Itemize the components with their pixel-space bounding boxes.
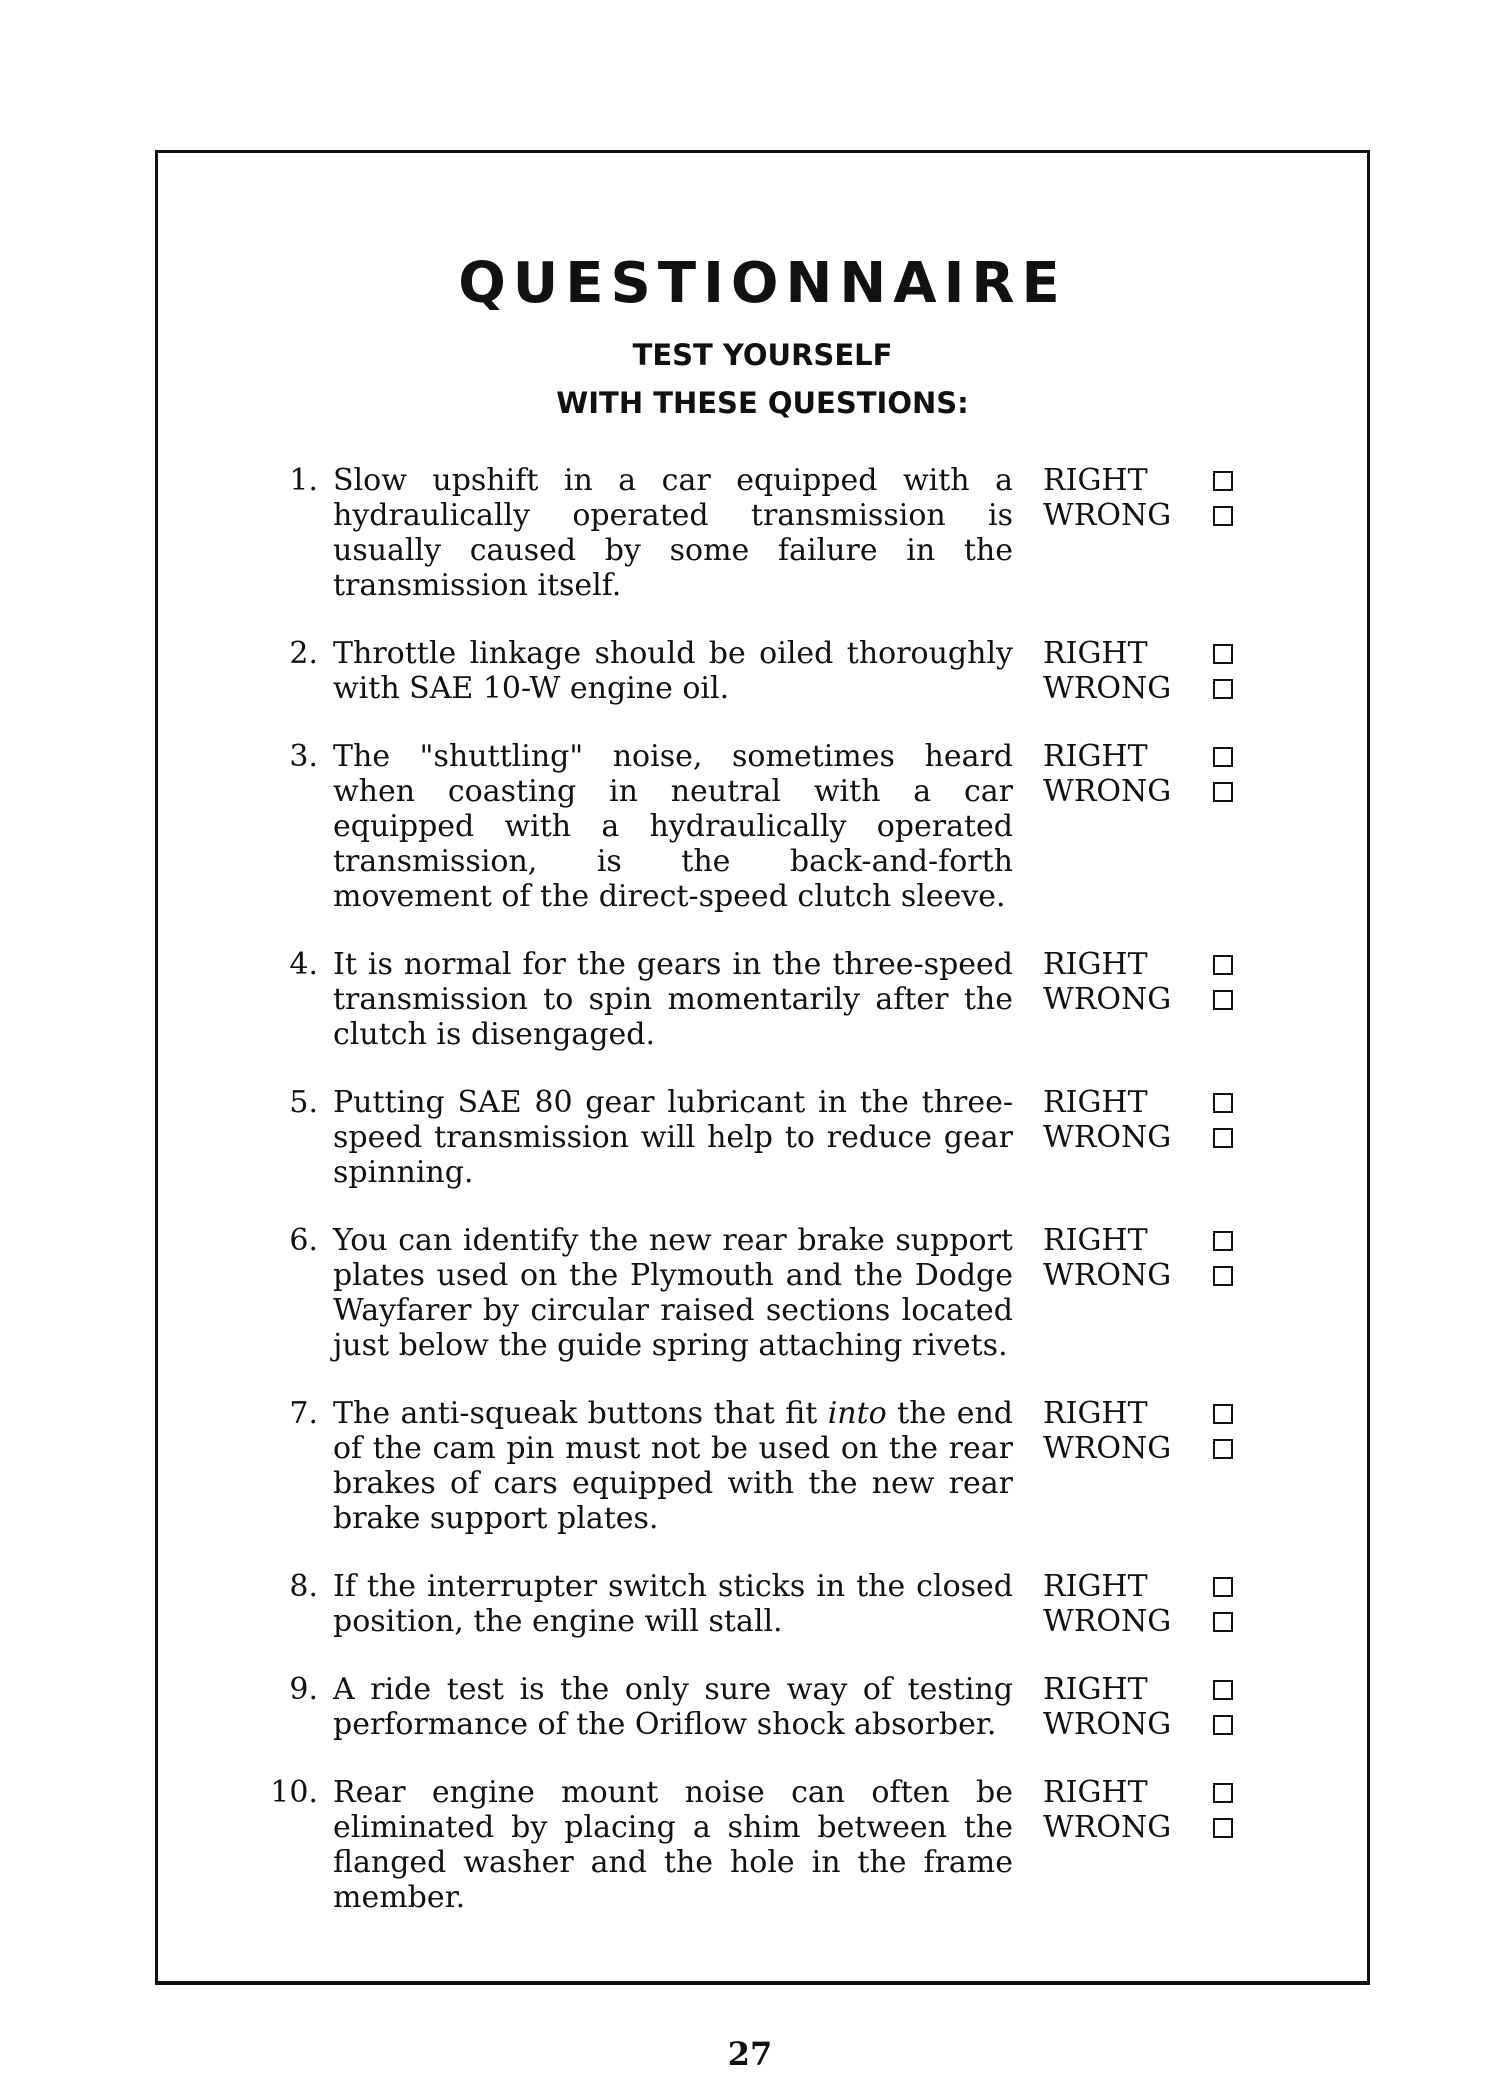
answer-wrong-row: [1043, 1810, 1233, 1845]
answer-wrong-row: [1043, 982, 1233, 1017]
answer-wrong-row: [1043, 1604, 1233, 1639]
questionnaire-frame: [155, 150, 1370, 1985]
question-number: 2.: [289, 636, 318, 671]
question-number: 8.: [289, 1569, 318, 1604]
answer-options: [1043, 739, 1233, 914]
answer-wrong-row: [1043, 1258, 1233, 1293]
question-number: 3.: [289, 739, 318, 774]
question-6: [258, 1223, 1318, 1363]
question-text: Rear engine mount noise can often be eliminated by placing a shim between the flanged washer and the hole in the frame member.: [333, 1775, 1013, 1915]
answer-options: [1043, 1085, 1233, 1190]
question-number: 5.: [289, 1085, 318, 1120]
question-number: 4.: [289, 947, 318, 982]
wrong-label: WRONG: [1043, 1707, 1172, 1742]
answer-right-row: [1043, 1672, 1233, 1707]
wrong-label: WRONG: [1043, 1810, 1172, 1845]
answer-right-row: [1043, 1569, 1233, 1604]
right-checkbox[interactable]: [1213, 1577, 1233, 1597]
question-1: [258, 463, 1318, 603]
subtitle-line-2: WITH THESE QUESTIONS:: [556, 386, 969, 420]
question-text: It is normal for the gears in the three-speed transmission to spin momentarily after the clutch is disengaged.: [333, 947, 1013, 1052]
answer-right-row: [1043, 1396, 1233, 1431]
question-number: 9.: [289, 1672, 318, 1707]
wrong-label: WRONG: [1043, 1604, 1172, 1639]
question-5: [258, 1085, 1318, 1190]
wrong-label: WRONG: [1043, 1258, 1172, 1293]
answer-options: [1043, 1775, 1233, 1915]
subtitle: [158, 331, 1367, 427]
answer-wrong-row: [1043, 671, 1233, 706]
right-checkbox[interactable]: [1213, 1680, 1233, 1700]
question-number: 10.: [270, 1775, 318, 1810]
answer-wrong-row: [1043, 1707, 1233, 1742]
answer-options: [1043, 463, 1233, 603]
answer-right-row: [1043, 739, 1233, 774]
right-label: RIGHT: [1043, 739, 1148, 774]
right-label: RIGHT: [1043, 1672, 1148, 1707]
answer-wrong-row: [1043, 774, 1233, 809]
answer-right-row: [1043, 1085, 1233, 1120]
wrong-checkbox[interactable]: [1213, 1715, 1233, 1735]
right-checkbox[interactable]: [1213, 1783, 1233, 1803]
answer-options: [1043, 947, 1233, 1052]
question-text: Putting SAE 80 gear lubricant in the three-speed transmission will help to reduce gear spinning.: [333, 1085, 1013, 1190]
right-label: RIGHT: [1043, 1085, 1148, 1120]
right-label: RIGHT: [1043, 1775, 1148, 1810]
right-label: RIGHT: [1043, 1396, 1148, 1431]
question-text: The "shuttling" noise, sometimes heard when coasting in neutral with a car equipped with a hydraulically operated transmission, is the back-and-forth movement of the direct-speed clutch sleeve.: [333, 739, 1013, 914]
wrong-label: WRONG: [1043, 671, 1172, 706]
question-3: [258, 739, 1318, 914]
right-checkbox[interactable]: [1213, 747, 1233, 767]
answer-right-row: [1043, 1775, 1233, 1810]
answer-options: [1043, 1396, 1233, 1536]
wrong-label: WRONG: [1043, 1120, 1172, 1155]
question-4: [258, 947, 1318, 1052]
answer-right-row: [1043, 1223, 1233, 1258]
question-9: [258, 1672, 1318, 1742]
right-checkbox[interactable]: [1213, 1093, 1233, 1113]
right-label: RIGHT: [1043, 636, 1148, 671]
wrong-checkbox[interactable]: [1213, 1128, 1233, 1148]
page-number: 27: [727, 2035, 773, 2073]
question-list: [258, 463, 1318, 1948]
question-text-emphasis: into: [827, 1396, 887, 1431]
wrong-checkbox[interactable]: [1213, 1266, 1233, 1286]
answer-right-row: [1043, 947, 1233, 982]
wrong-checkbox[interactable]: [1213, 782, 1233, 802]
question-text: Slow upshift in a car equipped with a hydraulically operated transmission is usually caused by some failure in the transmission itself.: [333, 463, 1013, 603]
question-8: [258, 1569, 1318, 1639]
answer-options: [1043, 1672, 1233, 1742]
right-checkbox[interactable]: [1213, 471, 1233, 491]
question-10: [258, 1775, 1318, 1915]
right-checkbox[interactable]: [1213, 955, 1233, 975]
answer-wrong-row: [1043, 498, 1233, 533]
right-checkbox[interactable]: [1213, 1231, 1233, 1251]
answer-right-row: [1043, 636, 1233, 671]
answer-wrong-row: [1043, 1120, 1233, 1155]
wrong-label: WRONG: [1043, 1431, 1172, 1466]
question-text-part: the end of the cam pin must not be used on the rear brakes of cars equipped with the new rear brake support plates.: [333, 1396, 1013, 1536]
question-text: [333, 1396, 1013, 1536]
wrong-checkbox[interactable]: [1213, 1818, 1233, 1838]
right-checkbox[interactable]: [1213, 644, 1233, 664]
answer-options: [1043, 636, 1233, 706]
answer-right-row: [1043, 463, 1233, 498]
question-text: If the interrupter switch sticks in the closed position, the engine will stall.: [333, 1569, 1013, 1639]
question-2: [258, 636, 1318, 706]
wrong-checkbox[interactable]: [1213, 679, 1233, 699]
wrong-checkbox[interactable]: [1213, 1612, 1233, 1632]
answer-wrong-row: [1043, 1431, 1233, 1466]
question-number: 7.: [289, 1396, 318, 1431]
answer-options: [1043, 1569, 1233, 1639]
question-text: You can identify the new rear brake support plates used on the Plymouth and the Dodge Wayfarer by circular raised sections located just below the guide spring attaching rivets.: [333, 1223, 1013, 1363]
wrong-checkbox[interactable]: [1213, 506, 1233, 526]
right-label: RIGHT: [1043, 1569, 1148, 1604]
question-number: 6.: [289, 1223, 318, 1258]
page-title: QUESTIONNAIRE: [458, 251, 1067, 316]
right-label: RIGHT: [1043, 947, 1148, 982]
right-checkbox[interactable]: [1213, 1404, 1233, 1424]
question-number: 1.: [289, 463, 318, 498]
wrong-label: WRONG: [1043, 498, 1172, 533]
wrong-label: WRONG: [1043, 982, 1172, 1017]
answer-options: [1043, 1223, 1233, 1363]
right-label: RIGHT: [1043, 463, 1148, 498]
wrong-label: WRONG: [1043, 774, 1172, 809]
question-text-part: The anti-squeak buttons that fit: [333, 1396, 828, 1431]
question-text: A ride test is the only sure way of testing performance of the Oriflow shock absorber.: [333, 1672, 1013, 1742]
question-text: Throttle linkage should be oiled thoroughly with SAE 10-W engine oil.: [333, 636, 1013, 706]
question-7: [258, 1396, 1318, 1536]
wrong-checkbox[interactable]: [1213, 1439, 1233, 1459]
right-label: RIGHT: [1043, 1223, 1148, 1258]
subtitle-line-1: TEST YOURSELF: [632, 338, 893, 372]
wrong-checkbox[interactable]: [1213, 990, 1233, 1010]
